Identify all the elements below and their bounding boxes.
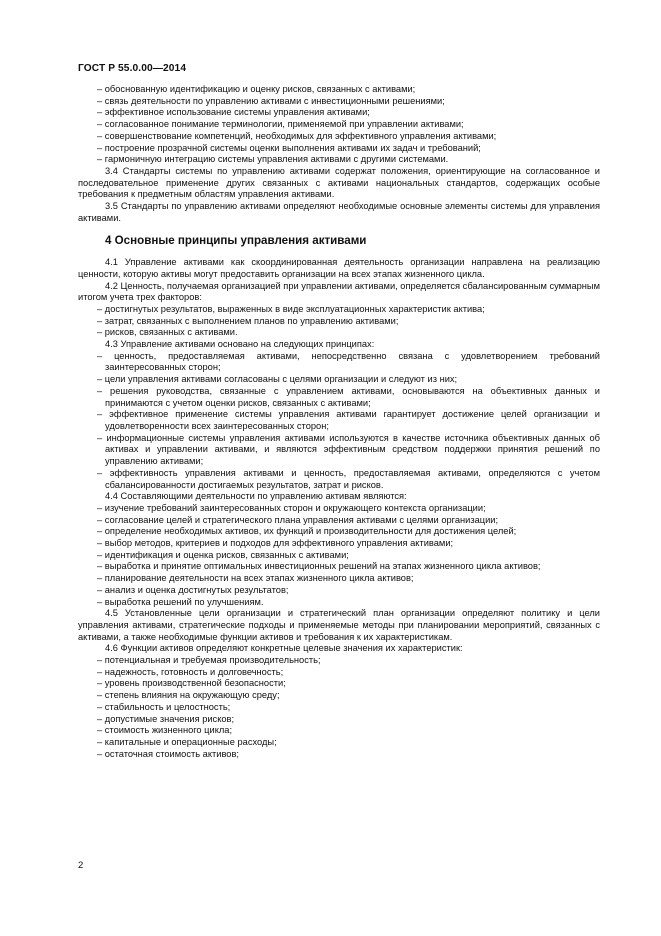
list-item: – остаточная стоимость активов; xyxy=(78,749,600,761)
list-item: – ценность, предоставляемая активами, непосредственно связана с удовлетворением требований заинтересованных сторон; xyxy=(78,351,600,374)
list-item: – эффективное применение системы управления активами гарантирует достижение целей организации и удовлетворенности всех заинтересованных сторон; xyxy=(78,409,600,432)
list-item: – согласование целей и стратегического плана управления активами с целями организации; xyxy=(78,515,600,527)
list-item: – информационные системы управления активами используются в качестве источника объективных данных об активах и управлении активами, и являются эффективным средством поддержки принятия решений по управлению активами; xyxy=(78,433,600,468)
list-item: – уровень производственной безопасности; xyxy=(78,678,600,690)
page-number: 2 xyxy=(78,860,84,871)
list-item: – определение необходимых активов, их функций и производительности для достижения целей; xyxy=(78,526,600,538)
paragraph: 4.3 Управление активами основано на следующих принципах: xyxy=(105,339,375,350)
paragraph: 4.1 Управление активами как скоординированная деятельность организации направлена на реализацию ценности, которую активы могут предоставить организации на всех этапах жизненного цикла. xyxy=(78,257,600,279)
list-item: – достигнутых результатов, выраженных в виде эксплуатационных характеристик актива; xyxy=(78,304,600,316)
list-item: – эффективность управления активами и ценность, предоставляемая активами, определяются с учетом сбалансированности достигаемых результатов, затрат и рисков. xyxy=(78,468,600,491)
list-item: – эффективное использование системы управления активами; xyxy=(78,107,600,119)
paragraph: 4.2 Ценность, получаемая организацией при управлении активами, определяется сбалансированным суммарным итогом учета трех факторов: xyxy=(78,280,600,303)
paragraph: 4.6 Функции активов определяют конкретные целевые значения их характеристик: xyxy=(105,643,463,654)
list-item: – рисков, связанных с активами. xyxy=(78,327,600,339)
list-item: – степень влияния на окружающую среду; xyxy=(78,690,600,702)
list-item: – обоснованную идентификацию и оценку рисков, связанных с активами; xyxy=(78,84,600,96)
list-item: – совершенствование компетенций, необходимых для эффективного управления активами; xyxy=(78,131,600,143)
section-heading: 4 Основные принципы управления активами xyxy=(105,234,367,248)
paragraph: 4.4 Составляющими деятельности по управлению активам являются: xyxy=(105,491,407,502)
document-header: ГОСТ Р 55.0.00—2014 xyxy=(78,63,187,74)
list-item: – выработка и принятие оптимальных инвестиционных решений на этапах жизненного цикла активов; xyxy=(78,561,600,573)
list-item: – изучение требований заинтересованных сторон и окружающего контекста организации; xyxy=(78,503,600,515)
list-item: – затрат, связанных с выполнением планов по управлению активами; xyxy=(78,316,600,328)
list-item: – стоимость жизненного цикла; xyxy=(78,725,600,737)
paragraph: 3.5 Стандарты по управлению активами определяют необходимые основные элементы системы для управления активами. xyxy=(78,201,600,223)
list-item: – связь деятельности по управлению активами с инвестиционными решениями; xyxy=(78,96,600,108)
list-item: – идентификация и оценка рисков, связанных с активами; xyxy=(78,550,600,562)
list-item: – согласованное понимание терминологии, применяемой при управлении активами; xyxy=(78,119,600,131)
list-item: – анализ и оценка достигнутых результатов; xyxy=(78,585,600,597)
paragraph: 3.4 Стандарты системы по управлению активами содержат положения, ориентирующие на согласованное и последовательное применение других связанных с активами национальных стандартов, содержащих особые требования к предметным областям управления активами. xyxy=(78,165,600,200)
list-item: – планирование деятельности на всех этапах жизненного цикла активов; xyxy=(78,573,600,585)
list-item: – капитальные и операционные расходы; xyxy=(78,737,600,749)
list-item: – потенциальная и требуемая производительность; xyxy=(78,655,600,667)
list-item: – цели управления активами согласованы с целями организации и следуют из них; xyxy=(78,374,600,386)
list-item: – выработка решений по улучшениям. xyxy=(78,597,600,609)
list-item: – построение прозрачной системы оценки выполнения активами их задач и требований; xyxy=(78,143,600,155)
paragraph: 4.5 Установленные цели организации и стратегический план организации определяют политику и цели управления активами, стратегические подходы и применяемые методы при планировании мероприятий, связанных с активами, а также необходимые функции активов и требования к их характеристикам. xyxy=(78,608,600,642)
list-item: – гармоничную интеграцию системы управления активами с другими системами. xyxy=(78,154,600,166)
list-item: – стабильность и целостность; xyxy=(78,702,600,714)
list-item: – выбор методов, критериев и подходов для эффективного управления активами; xyxy=(78,538,600,550)
list-item: – решения руководства, связанные с управлением активами, основываются на объективных данных и принимаются с учетом оценки рисков, связанных с активами; xyxy=(78,386,600,409)
document-body xyxy=(78,84,600,760)
list-item: – надежность, готовность и долговечность; xyxy=(78,667,600,679)
list-item: – допустимые значения рисков; xyxy=(78,714,600,726)
